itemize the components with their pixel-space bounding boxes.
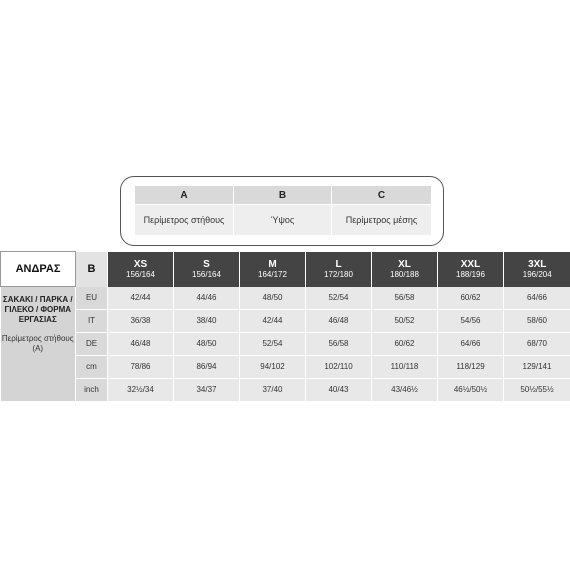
height-range: 156/164 (192, 269, 221, 279)
legend-header-a: A (135, 186, 234, 205)
size-value: 48/50 (240, 287, 306, 310)
legend-label-b: Ύψος (234, 205, 332, 236)
table-row (1, 378, 570, 401)
size-value: 34/37 (174, 378, 240, 401)
size-value: 40/43 (306, 378, 372, 401)
size-value: 48/50 (174, 332, 240, 355)
size-value: 37/40 (240, 378, 306, 401)
size-value: 36/38 (108, 309, 174, 332)
height-range: 164/172 (258, 269, 287, 279)
size-value: 50/52 (372, 309, 438, 332)
height-column-header: B (76, 252, 108, 287)
height-range: 172/180 (324, 269, 353, 279)
size-value: 43/46½ (372, 378, 438, 401)
size-header (306, 252, 372, 287)
size-value: 50½/55½ (504, 378, 570, 401)
size-value: 38/40 (174, 309, 240, 332)
unit-label: inch (76, 378, 108, 401)
size-value: 102/110 (306, 355, 372, 378)
size-label: L (335, 258, 342, 270)
size-value: 94/102 (240, 355, 306, 378)
size-value: 68/70 (504, 332, 570, 355)
legend-header-b: B (234, 186, 332, 205)
size-value: 52/54 (306, 287, 372, 310)
gender-header: ΑΝΔΡΑΣ (1, 252, 76, 287)
size-value: 44/46 (174, 287, 240, 310)
height-range: 196/204 (522, 269, 552, 279)
size-value: 86/94 (174, 355, 240, 378)
size-value: 42/44 (240, 309, 306, 332)
size-label: XS (133, 258, 148, 270)
unit-label: IT (76, 309, 108, 332)
garment-description (1, 287, 76, 402)
size-header-row (1, 252, 570, 287)
unit-label: DE (76, 332, 108, 355)
height-range: 156/164 (126, 269, 155, 279)
size-chart-table (0, 251, 570, 402)
size-value: 56/58 (372, 287, 438, 310)
table-row (1, 309, 570, 332)
height-range: 188/196 (456, 269, 485, 279)
size-value: 32½/34 (108, 378, 174, 401)
size-header (108, 252, 174, 287)
table-row (1, 287, 570, 310)
size-value: 58/60 (504, 309, 570, 332)
size-value: 60/62 (372, 332, 438, 355)
size-value: 129/141 (504, 355, 570, 378)
legend-label-c: Περίμετρος μέσης (332, 205, 432, 236)
measurement-legend (120, 176, 444, 246)
size-value: 118/129 (438, 355, 504, 378)
size-value: 64/66 (504, 287, 570, 310)
size-header (438, 252, 504, 287)
legend-table (135, 186, 431, 235)
size-value: 78/86 (108, 355, 174, 378)
size-value: 54/56 (438, 309, 504, 332)
legend-header-c: C (332, 186, 432, 205)
unit-label: EU (76, 287, 108, 310)
table-row (1, 355, 570, 378)
garment-category: ΣΑΚΑΚΙ / ΠΑΡΚΑ / ΓΙΛΕΚΟ / ΦΟΡΜΑ ΕΡΓΑΣΙΑΣ (2, 295, 73, 324)
height-range: 180/188 (390, 269, 419, 279)
size-label: XXL (460, 258, 481, 270)
size-label: M (268, 258, 277, 270)
measurement-name: Περίμετρος στήθους (A) (1, 334, 74, 353)
legend-label-a: Περίμετρος στήθους (135, 205, 234, 236)
size-value: 56/58 (306, 332, 372, 355)
size-value: 110/118 (372, 355, 438, 378)
size-value: 46/48 (306, 309, 372, 332)
size-value: 52/54 (240, 332, 306, 355)
unit-label: cm (76, 355, 108, 378)
size-header (240, 252, 306, 287)
table-row (1, 332, 570, 355)
size-label: XL (398, 258, 411, 270)
size-header (372, 252, 438, 287)
size-value: 46½/50½ (438, 378, 504, 401)
size-value: 64/66 (438, 332, 504, 355)
size-value: 46/48 (108, 332, 174, 355)
size-header (174, 252, 240, 287)
size-label: S (203, 258, 210, 270)
size-value: 42/44 (108, 287, 174, 310)
size-value: 60/62 (438, 287, 504, 310)
size-label: 3XL (528, 258, 547, 270)
size-header (504, 252, 570, 287)
